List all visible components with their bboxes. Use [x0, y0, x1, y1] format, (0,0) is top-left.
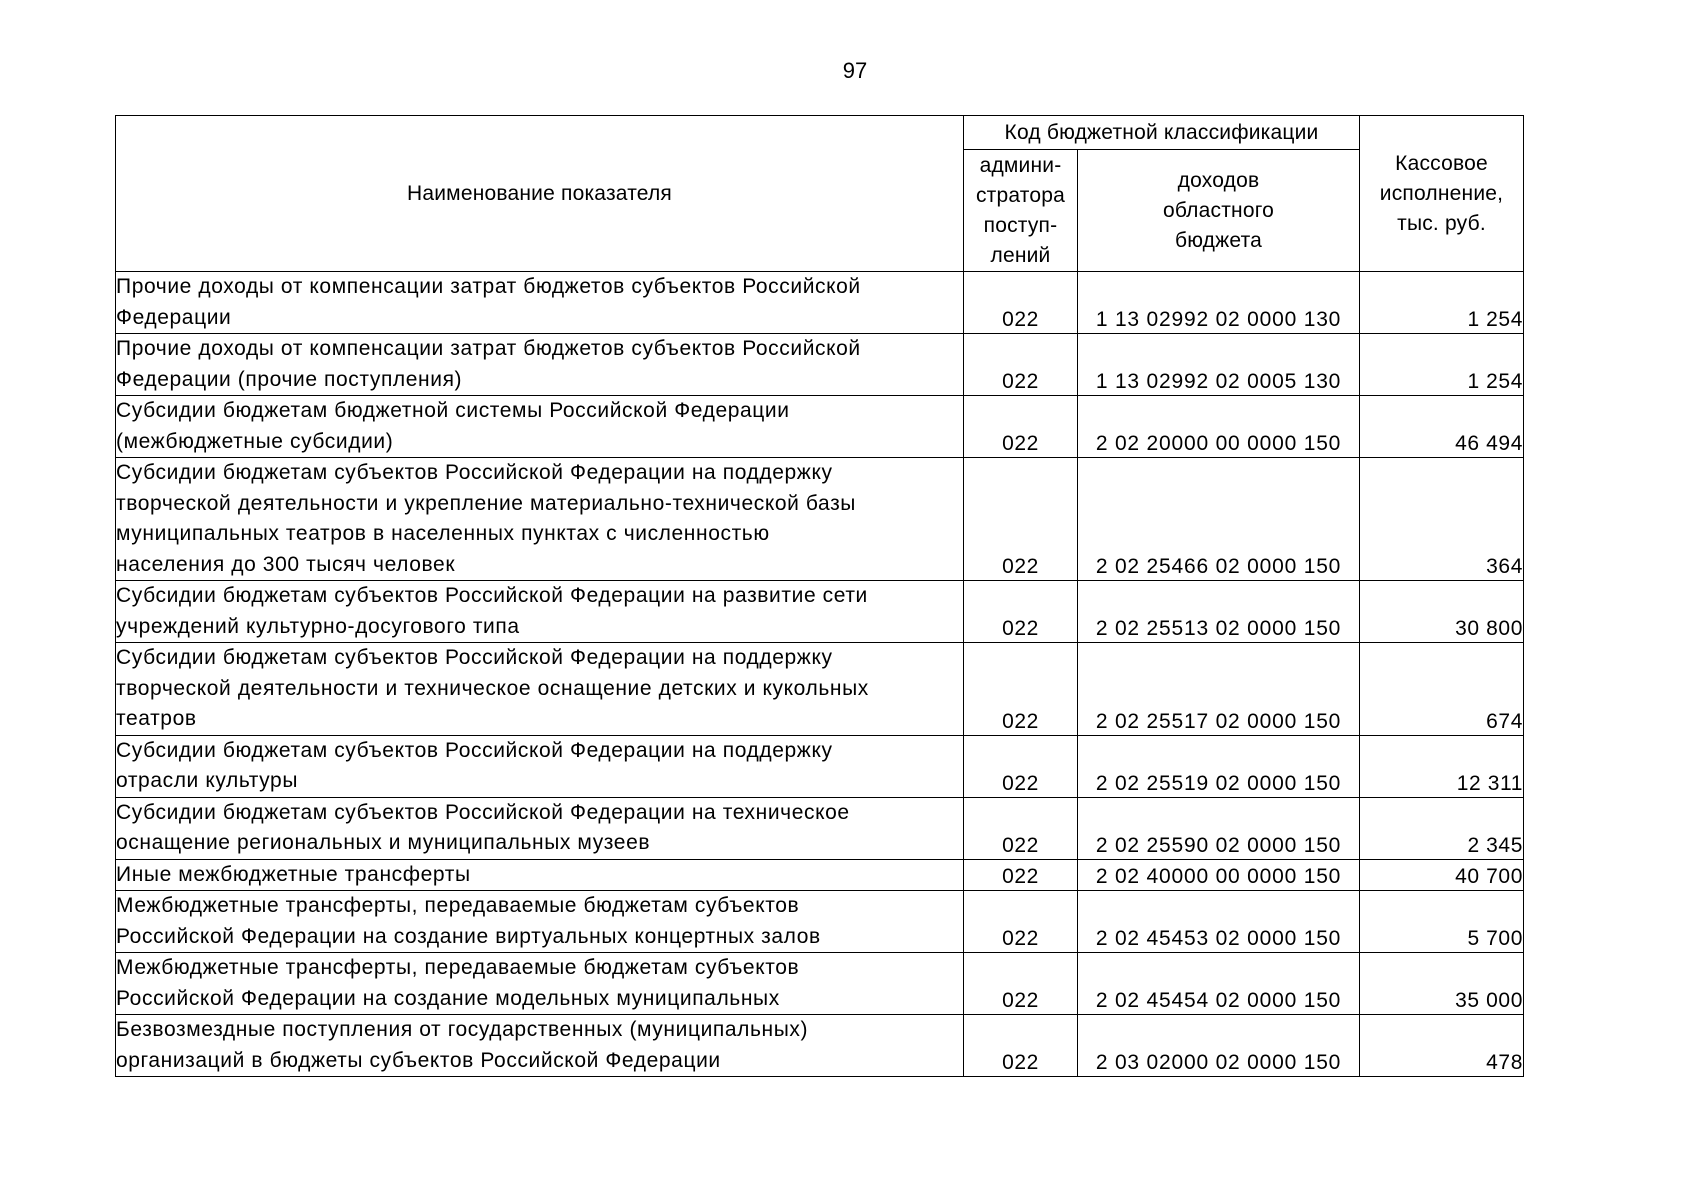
- administrator-code-cell: 022: [964, 272, 1078, 334]
- indicator-name-cell: [116, 272, 964, 334]
- column-header-admin-line: стратора: [975, 183, 1066, 207]
- income-code-cell: 2 02 25590 02 0000 150: [1078, 797, 1360, 859]
- cash-execution-cell: 1 254: [1360, 272, 1524, 334]
- cash-execution-cell: 2 345: [1360, 797, 1524, 859]
- indicator-name-line: творческой деятельности и техническое оснащение детских и кукольных: [116, 676, 869, 700]
- cash-execution-cell: 1 254: [1360, 334, 1524, 396]
- income-code-cell: 2 02 45453 02 0000 150: [1078, 891, 1360, 953]
- administrator-code-cell: 022: [964, 891, 1078, 953]
- cash-execution-cell: 478: [1360, 1015, 1524, 1077]
- indicator-name-cell: [116, 953, 964, 1015]
- column-header-execution-line: тыс. руб.: [1397, 211, 1486, 235]
- income-code-cell: 2 02 25517 02 0000 150: [1078, 643, 1360, 736]
- budget-income-table: [115, 115, 1524, 1077]
- column-header-execution-line: Кассовое: [1395, 151, 1488, 175]
- indicator-name-line: оснащение региональных и муниципальных музеев: [116, 831, 651, 854]
- indicator-name-cell: [116, 581, 964, 643]
- indicator-name-cell: [116, 891, 964, 953]
- income-code-cell: 2 02 25513 02 0000 150: [1078, 581, 1360, 643]
- indicator-name-cell: [116, 735, 964, 797]
- cash-execution-cell: 12 311: [1360, 735, 1524, 797]
- indicator-name-line: Субсидии бюджетам субъектов Российской Федерации на поддержку: [116, 461, 833, 484]
- income-code-cell: 2 02 25466 02 0000 150: [1078, 458, 1360, 581]
- indicator-name-line: Прочие доходы от компенсации затрат бюджетов субъектов Российской: [116, 275, 861, 298]
- table-body: [116, 272, 1524, 1077]
- indicator-name-line: Федерации (прочие поступления): [116, 367, 463, 391]
- column-header-code-group: Код бюджетной классификации: [964, 116, 1360, 150]
- indicator-name-line: учреждений культурно-досугового типа: [116, 614, 520, 638]
- table-row: [116, 1015, 1524, 1077]
- administrator-code-cell: 022: [964, 458, 1078, 581]
- table-row: [116, 953, 1524, 1015]
- indicator-name-cell: [116, 1015, 964, 1077]
- column-header-admin-line: лений: [990, 243, 1051, 267]
- indicator-name-line: творческой деятельности и укрепление материально-технической базы: [116, 491, 856, 515]
- administrator-code-cell: 022: [964, 643, 1078, 736]
- indicator-name-cell: [116, 643, 964, 736]
- indicator-name-line: Российской Федерации на создание виртуальных концертных залов: [116, 924, 821, 948]
- indicator-name-line: театров: [116, 707, 197, 730]
- income-code-cell: 2 03 02000 02 0000 150: [1078, 1015, 1360, 1077]
- column-header-name: Наименование показателя: [116, 116, 964, 272]
- indicator-name-line: Субсидии бюджетам бюджетной системы Российской Федерации: [116, 399, 790, 422]
- income-code-cell: 2 02 20000 00 0000 150: [1078, 396, 1360, 458]
- indicator-name-cell: [116, 334, 964, 396]
- column-header-income: [1078, 150, 1360, 272]
- indicator-name-line: Межбюджетные трансферты, передаваемые бюджетам субъектов: [116, 956, 800, 979]
- income-code-cell: 2 02 45454 02 0000 150: [1078, 953, 1360, 1015]
- indicator-name-line: Федерации: [116, 305, 232, 329]
- table-row: [116, 581, 1524, 643]
- indicator-name-cell: [116, 458, 964, 581]
- indicator-name-line: отрасли культуры: [116, 769, 299, 792]
- indicator-name-line: Субсидии бюджетам субъектов Российской Федерации на поддержку: [116, 738, 833, 762]
- table-row: [116, 334, 1524, 396]
- indicator-name-cell: [116, 859, 964, 891]
- cash-execution-cell: 5 700: [1360, 891, 1524, 953]
- administrator-code-cell: 022: [964, 735, 1078, 797]
- indicator-name-line: Субсидии бюджетам субъектов Российской Федерации на техническое: [116, 800, 850, 824]
- indicator-name-line: населения до 300 тысяч человек: [116, 552, 456, 576]
- administrator-code-cell: 022: [964, 1015, 1078, 1077]
- cash-execution-cell: 40 700: [1360, 859, 1524, 891]
- column-header-execution: [1360, 116, 1524, 272]
- administrator-code-cell: 022: [964, 953, 1078, 1015]
- cash-execution-cell: 674: [1360, 643, 1524, 736]
- column-header-admin-line: поступ-: [983, 213, 1058, 237]
- table-row: [116, 797, 1524, 859]
- administrator-code-cell: 022: [964, 396, 1078, 458]
- administrator-code-cell: 022: [964, 581, 1078, 643]
- indicator-name-line: организаций в бюджеты субъектов Российской Федерации: [116, 1048, 721, 1072]
- page-number: 97: [842, 58, 868, 83]
- income-code-cell: 1 13 02992 02 0005 130: [1078, 334, 1360, 396]
- indicator-name-cell: [116, 797, 964, 859]
- indicator-name-line: Безвозмездные поступления от государственных (муниципальных): [116, 1018, 809, 1041]
- cash-execution-cell: 364: [1360, 458, 1524, 581]
- indicator-name-line: Иные межбюджетные трансферты: [116, 862, 471, 886]
- indicator-name-line: (межбюджетные субсидии): [116, 429, 394, 453]
- administrator-code-cell: 022: [964, 797, 1078, 859]
- column-header-income-line: областного: [1163, 198, 1274, 222]
- table-row: [116, 735, 1524, 797]
- cash-execution-cell: 46 494: [1360, 396, 1524, 458]
- administrator-code-cell: 022: [964, 334, 1078, 396]
- column-header-income-line: бюджета: [1174, 228, 1263, 252]
- indicator-name-line: Субсидии бюджетам субъектов Российской Федерации на поддержку: [116, 646, 833, 669]
- table-row: [116, 272, 1524, 334]
- table-row: [116, 859, 1524, 891]
- cash-execution-cell: 35 000: [1360, 953, 1524, 1015]
- indicator-name-line: Российской Федерации на создание модельных муниципальных: [116, 986, 780, 1010]
- indicator-name-line: Прочие доходы от компенсации затрат бюджетов субъектов Российской: [116, 337, 861, 360]
- column-header-admin: [964, 150, 1078, 272]
- income-code-cell: 2 02 40000 00 0000 150: [1078, 859, 1360, 891]
- indicator-name-cell: [116, 396, 964, 458]
- administrator-code-cell: 022: [964, 859, 1078, 891]
- indicator-name-line: Межбюджетные трансферты, передаваемые бюджетам субъектов: [116, 894, 800, 917]
- income-code-cell: 1 13 02992 02 0000 130: [1078, 272, 1360, 334]
- cash-execution-cell: 30 800: [1360, 581, 1524, 643]
- column-header-admin-line: админи-: [979, 153, 1062, 177]
- table-row: [116, 891, 1524, 953]
- indicator-name-line: Субсидии бюджетам субъектов Российской Федерации на развитие сети: [116, 584, 868, 607]
- column-header-execution-line: исполнение,: [1379, 181, 1504, 205]
- income-code-cell: 2 02 25519 02 0000 150: [1078, 735, 1360, 797]
- table-row: [116, 643, 1524, 736]
- table-header-row: [116, 116, 1524, 150]
- table-row: [116, 396, 1524, 458]
- table-row: [116, 458, 1524, 581]
- column-header-income-line: доходов: [1177, 168, 1260, 192]
- indicator-name-line: муниципальных театров в населенных пунктах с численностью: [116, 522, 770, 545]
